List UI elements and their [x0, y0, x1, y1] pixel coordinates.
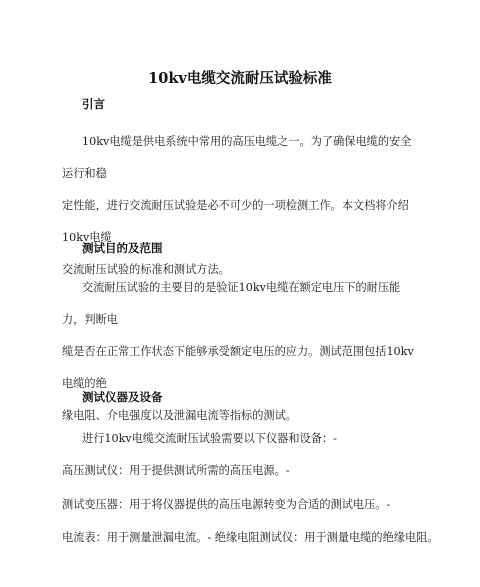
- paragraph-line: 10kv电缆是供电系统中常用的高压电缆之一。为了确保电缆的安全运行和稳: [62, 135, 412, 180]
- paragraph-line: 缘电阻、介电强度以及泄漏电流等指标的测试。: [62, 409, 297, 422]
- paragraph-line: 缆是否在正常工作状态下能够承受额定电压的应力。测试范围包括10kv电缆的绝: [62, 345, 414, 390]
- equipment-item: 高压测试仪：用于提供测试所需的高压电源。-: [62, 464, 290, 477]
- equipment-item: 电流表：用于测量泄漏电流。- 绝缘电阻测试仪：用于测量电缆的绝缘电阻。: [62, 531, 439, 544]
- paragraph-line: 交流耐压试验的主要目的是验证10kv电缆在额定电压下的耐压能力，判断电: [62, 281, 401, 326]
- section-heading-equipment: 测试仪器及设备: [82, 390, 163, 404]
- section-paragraph-intro: [62, 126, 422, 286]
- section-heading-intro: 引言: [82, 97, 105, 111]
- equipment-item: 测试变压器：用于将仪器提供的高压电源转变为合适的测试电压。-: [62, 498, 391, 511]
- section-heading-purpose: 测试目的及范围: [82, 241, 163, 255]
- paragraph-line: 交流耐压试验的标准和测试方法。: [62, 263, 230, 276]
- section-paragraph-purpose: [62, 272, 422, 432]
- paragraph-line: 定性能，进行交流耐压试验是必不可少的一项检测工作。本文档将介绍10kv电缆: [62, 199, 409, 244]
- document-title: 10kv电缆交流耐压试验标准: [148, 70, 332, 87]
- equipment-intro: 进行10kv电缆交流耐压试验需要以下仪器和设备：-: [82, 432, 337, 445]
